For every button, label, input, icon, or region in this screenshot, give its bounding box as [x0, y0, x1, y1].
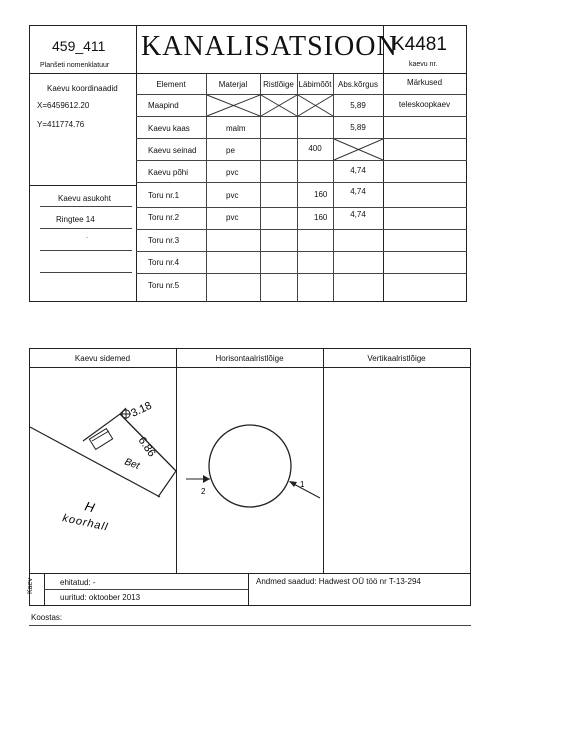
well-id: K4481: [392, 34, 447, 55]
ties-title: Kaevu sidemed: [74, 354, 131, 363]
building-window-icon: [89, 429, 112, 450]
vertical-title: Vertikaalristlõige: [367, 354, 426, 363]
sketch-dist-1: 3.18: [129, 399, 154, 420]
sheet-number: 459_411: [52, 38, 106, 54]
row-abs-height: 4,74: [350, 210, 366, 219]
pipe-1-arrow-icon: [289, 481, 320, 498]
row-element: Toru nr.4: [148, 258, 180, 267]
row-element: Kaevu seinad: [148, 146, 197, 155]
row-abs-height: 4,74: [350, 187, 366, 196]
row-diameter: 160: [314, 190, 328, 199]
sketch-building-label: Bet: [122, 456, 141, 472]
well-caption: kaevu nr.: [409, 61, 438, 68]
well-circle: [209, 425, 291, 507]
sketch-yard-letter: H: [83, 498, 97, 516]
pipe-2-label: 2: [201, 487, 206, 496]
col-cross-section: Ristlõige: [263, 80, 294, 89]
compiled-by: Koostas:: [31, 613, 63, 622]
surveyed-date: uuritud: oktoober 2013: [60, 593, 141, 602]
col-element: Element: [156, 80, 186, 89]
pipe-1-label: 1: [300, 480, 305, 489]
coordinates-heading: Kaevu koordinaadid: [47, 84, 118, 93]
sketch-yard-label: koorhall: [61, 512, 110, 534]
row-element: Toru nr.5: [148, 281, 180, 290]
row-element: Toru nr.2: [148, 213, 180, 222]
built-date: ehitatud: -: [60, 578, 96, 587]
page-title: KANALISATSIOON: [141, 31, 398, 62]
row-element: Toru nr.3: [148, 236, 180, 245]
col-abs-height: Abs.kõrgus: [337, 80, 379, 89]
row-material: pvc: [226, 168, 239, 177]
coordinate-y: Y=411774.76: [37, 120, 85, 129]
coordinate-x: X=6459612.20: [37, 101, 90, 110]
row-material: malm: [226, 124, 246, 133]
row-abs-height: 4,74: [350, 166, 366, 175]
location-mark: -: [86, 235, 88, 241]
row-abs-height: 5,89: [350, 101, 366, 110]
col-notes: Märkused: [406, 78, 443, 87]
location-heading: Kaevu asukoht: [58, 194, 111, 203]
pipe-2-arrow-icon: [186, 475, 210, 483]
row-diameter: 400: [308, 144, 322, 153]
data-source: Andmed saadud: Hadwest OÜ töö nr T-13-294: [256, 577, 421, 586]
row-element: Kaevu kaas: [148, 124, 190, 133]
row-material: pe: [226, 146, 235, 155]
row-material: pvc: [226, 191, 239, 200]
row-element: Kaevu põhi: [148, 168, 189, 177]
row-element: Maapind: [148, 101, 179, 110]
row-notes: teleskoopkaev: [398, 100, 451, 109]
col-diameter: Läbimõõt: [298, 80, 332, 89]
side-label: Kaev: [27, 578, 34, 594]
sketch-dist-2: 6.86: [135, 434, 158, 460]
row-element: Toru nr.1: [148, 191, 180, 200]
sheet-caption: Planšeti nomenklatuur: [40, 62, 110, 69]
horizontal-title: Horisontaalristlõige: [215, 354, 284, 363]
location-address: Ringtee 14: [56, 215, 95, 224]
col-material: Materjal: [218, 80, 248, 89]
row-abs-height: 5,89: [350, 123, 366, 132]
row-material: pvc: [226, 213, 239, 222]
row-diameter: 160: [314, 213, 328, 222]
